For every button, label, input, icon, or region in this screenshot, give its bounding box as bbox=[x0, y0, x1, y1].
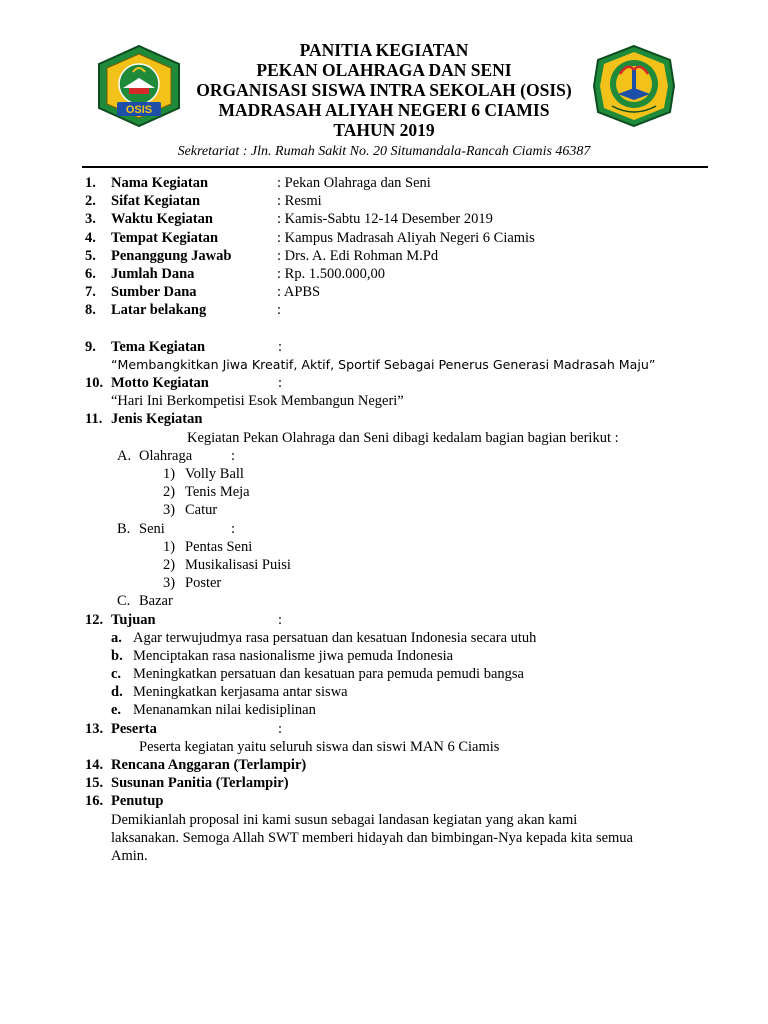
penutup-line bbox=[85, 847, 685, 865]
item-colon: : bbox=[278, 720, 283, 737]
group-name: Seni bbox=[139, 520, 165, 537]
list-number: 2) bbox=[163, 556, 176, 573]
list-number: 2) bbox=[163, 484, 176, 501]
tujuan-text: Menciptakan rasa nasionalisme jiwa pemuda Indonesia bbox=[133, 647, 454, 664]
item-number: 15. bbox=[85, 775, 104, 792]
tema-text-row bbox=[85, 356, 685, 374]
penutup-heading bbox=[85, 792, 685, 810]
list-item bbox=[85, 465, 685, 483]
item-row bbox=[85, 265, 685, 283]
secretariat-address: Sekretariat : Jln. Rumah Sakit No. 20 Situmandala-Rancah Ciamis 46387 bbox=[177, 144, 591, 159]
item-number: 2. bbox=[85, 193, 96, 210]
tujuan-text: Meningkatkan kerjasama antar siswa bbox=[133, 684, 348, 701]
item-row bbox=[85, 229, 685, 247]
item-number: 10. bbox=[85, 375, 104, 392]
item-label: Susunan Panitia (Terlampir) bbox=[111, 775, 289, 792]
penutup-line bbox=[85, 829, 685, 847]
list-text: Volly Ball bbox=[185, 466, 244, 482]
item-number: 5. bbox=[85, 247, 96, 264]
tema-heading bbox=[85, 338, 685, 356]
list-number: 1) bbox=[163, 538, 176, 555]
tujuan-item bbox=[85, 647, 685, 665]
item-label: Sumber Dana bbox=[111, 284, 197, 301]
list-number: 1) bbox=[163, 466, 176, 482]
header-divider bbox=[82, 166, 708, 168]
peserta-heading bbox=[85, 720, 685, 738]
item-label: Jumlah Dana bbox=[111, 265, 195, 282]
tujuan-marker: b. bbox=[111, 647, 123, 664]
motto-text: “Hari Ini Berkompetisi Esok Membangun Negeri” bbox=[111, 393, 404, 410]
item-number: 7. bbox=[85, 284, 96, 301]
item-value: : APBS bbox=[277, 284, 321, 301]
item-row bbox=[85, 301, 685, 319]
item-number: 14. bbox=[85, 757, 104, 773]
group-marker: A. bbox=[117, 447, 132, 464]
header-line-5: TAHUN 2019 bbox=[333, 120, 435, 140]
group-colon: : bbox=[231, 520, 236, 537]
item-number: 12. bbox=[85, 611, 104, 628]
tujuan-text: Meningkatkan persatuan dan kesatuan para pemuda pemudi bangsa bbox=[133, 666, 524, 683]
tujuan-heading bbox=[85, 611, 685, 629]
item-number: 4. bbox=[85, 229, 96, 246]
penutup-text: Demikianlah proposal ini kami susun sebagai landasan kegiatan yang akan kami bbox=[111, 811, 578, 828]
group-name: Bazar bbox=[139, 593, 173, 610]
item-colon: : bbox=[278, 375, 283, 392]
peserta-text-row bbox=[85, 738, 685, 756]
group-row bbox=[85, 520, 685, 538]
header-line-1: PANITIA KEGIATAN bbox=[299, 40, 469, 60]
group-row bbox=[85, 592, 685, 610]
tujuan-marker: e. bbox=[111, 702, 122, 719]
list-item bbox=[85, 556, 685, 574]
item-row bbox=[85, 247, 685, 265]
tujuan-item bbox=[85, 629, 685, 647]
penutup-line bbox=[85, 811, 685, 829]
letterhead bbox=[0, 40, 768, 162]
item-label: Sifat Kegiatan bbox=[111, 193, 201, 210]
penutup-text: Amin. bbox=[111, 847, 148, 864]
tujuan-text: Agar terwujudmya rasa persatuan dan kesatuan Indonesia secara utuh bbox=[133, 629, 537, 646]
group-colon: : bbox=[231, 447, 236, 464]
blank-row bbox=[85, 320, 685, 338]
tujuan-text: Menanamkan nilai kedisiplinan bbox=[133, 702, 316, 719]
list-text: Musikalisasi Puisi bbox=[185, 556, 291, 573]
item-number: 13. bbox=[85, 720, 104, 737]
item-value: : Rp. 1.500.000,00 bbox=[277, 265, 385, 282]
item-value: : Kamis-Sabtu 12-14 Desember 2019 bbox=[277, 211, 493, 228]
tujuan-item bbox=[85, 683, 685, 701]
list-text: Catur bbox=[185, 502, 218, 519]
motto-text-row bbox=[85, 392, 685, 410]
item-value: : Drs. A. Edi Rohman M.Pd bbox=[277, 247, 439, 264]
item-value: : Pekan Olahraga dan Seni bbox=[277, 175, 431, 191]
susunan-heading bbox=[85, 774, 685, 792]
item-label: Motto Kegiatan bbox=[111, 375, 209, 392]
item-row bbox=[85, 210, 685, 228]
item-label: Penutup bbox=[111, 793, 164, 810]
header-line-3: ORGANISASI SISWA INTRA SEKOLAH (OSIS) bbox=[196, 80, 572, 100]
jenis-heading bbox=[85, 410, 685, 428]
list-number: 3) bbox=[163, 502, 176, 519]
tujuan-marker: a. bbox=[111, 629, 122, 646]
item-number: 6. bbox=[85, 265, 96, 282]
list-text: Tenis Meja bbox=[185, 484, 250, 501]
tujuan-marker: c. bbox=[111, 666, 122, 683]
jenis-intro-row bbox=[85, 429, 685, 447]
item-value: : Resmi bbox=[277, 193, 322, 210]
item-label: Tema Kegiatan bbox=[111, 338, 206, 355]
item-colon: : bbox=[278, 338, 283, 355]
header-line-2: PEKAN OLAHRAGA DAN SENI bbox=[256, 60, 512, 80]
item-value: : Kampus Madrasah Aliyah Negeri 6 Ciamis bbox=[277, 229, 535, 246]
group-marker: B. bbox=[117, 520, 131, 537]
item-row bbox=[85, 192, 685, 210]
list-item bbox=[85, 574, 685, 592]
item-number: 16. bbox=[85, 793, 104, 810]
item-number: 11. bbox=[85, 411, 103, 428]
jenis-intro: Kegiatan Pekan Olahraga dan Seni dibagi kedalam bagian bagian berikut : bbox=[187, 429, 619, 446]
item-number: 3. bbox=[85, 211, 96, 228]
motto-heading bbox=[85, 374, 685, 392]
list-item bbox=[85, 538, 685, 556]
group-marker: C. bbox=[117, 593, 131, 610]
item-label: Tempat Kegiatan bbox=[111, 229, 219, 246]
item-label: Latar belakang bbox=[111, 302, 207, 319]
item-label: Peserta bbox=[111, 720, 157, 737]
tujuan-marker: d. bbox=[111, 684, 123, 701]
item-number: 9. bbox=[85, 338, 96, 355]
item-label: Nama Kegiatan bbox=[111, 175, 209, 191]
item-number: 8. bbox=[85, 302, 96, 319]
list-text: Pentas Seni bbox=[185, 538, 253, 555]
tujuan-item bbox=[85, 665, 685, 683]
item-row bbox=[85, 283, 685, 301]
penutup-text: laksanakan. Semoga Allah SWT memberi hidayah dan bimbingan-Nya kepada kita semua bbox=[111, 829, 633, 846]
list-item bbox=[85, 483, 685, 501]
item-row bbox=[85, 174, 685, 192]
item-colon: : bbox=[278, 611, 283, 628]
item-value: : bbox=[277, 302, 282, 319]
item-label: Waktu Kegiatan bbox=[111, 211, 213, 228]
item-label: Penanggung Jawab bbox=[111, 247, 232, 264]
tujuan-item bbox=[85, 701, 685, 719]
item-number: 1. bbox=[85, 175, 96, 191]
group-row bbox=[85, 447, 685, 465]
tema-text: “Membangkitkan Jiwa Kreatif, Aktif, Sportif Sebagai Penerus Generasi Madrasah Maju” bbox=[111, 356, 656, 372]
group-name: Olahraga bbox=[139, 447, 193, 464]
item-label: Tujuan bbox=[111, 611, 156, 628]
item-label: Jenis Kegiatan bbox=[111, 411, 203, 428]
list-number: 3) bbox=[163, 575, 176, 592]
list-text: Poster bbox=[185, 575, 222, 592]
anggaran-heading bbox=[85, 756, 685, 774]
list-item bbox=[85, 501, 685, 519]
svg-text:OSIS: OSIS bbox=[125, 104, 153, 116]
peserta-text: Peserta kegiatan yaitu seluruh siswa dan siswi MAN 6 Ciamis bbox=[139, 738, 500, 755]
header-line-4: MADRASAH ALIYAH NEGERI 6 CIAMIS bbox=[218, 100, 550, 120]
proposal-body bbox=[85, 174, 685, 865]
item-label: Rencana Anggaran (Terlampir) bbox=[111, 757, 307, 773]
